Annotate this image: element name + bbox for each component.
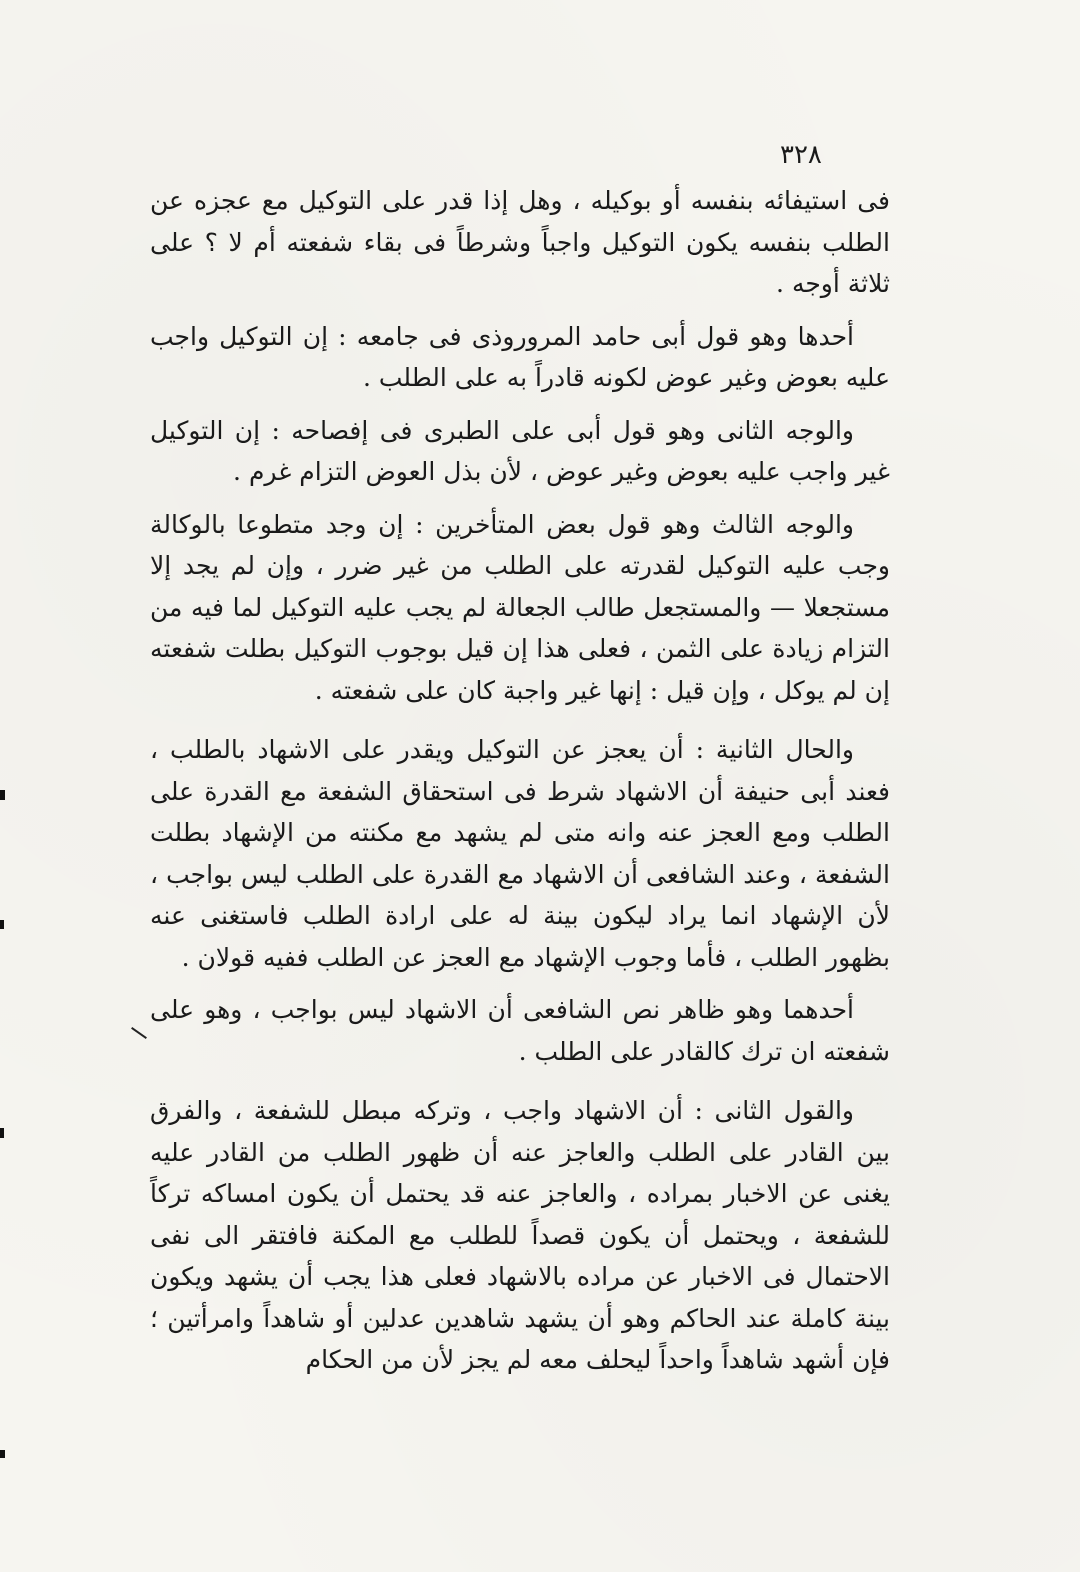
paragraph-2: أحدها وهو قول أبى حامد المروروذى فى جامعه : إن التوكيل واجب عليه بعوض وغير عوض لكونه قادراً به على الطلب . [150, 321, 890, 392]
paragraph-4: والوجه الثالث وهو قول بعض المتأخرين : إن وجد متطوعا بالوكالة وجب عليه التوكيل لقدرته على الطلب من غير ضرر ، وإن لم يجد إلا مستجعلا — والمستجعل طالب الجعالة لم يجب عليه التوكيل لما فيه من التزام زيادة على الثمن ، فعلى هذا إن قيل بوجوب التوكيل بطلت شفعته إن لم يوكل ، وإن قيل : إنها غير واجبة كان على شفعته . [150, 509, 890, 705]
paragraph-3: والوجه الثانى وهو قول أبى على الطبرى فى إفصاحه : إن التوكيل غير واجب عليه بعوض وغير عوض ، لأن بذل العوض التزام غرم . [150, 415, 890, 486]
body-text [150, 180, 890, 1392]
paragraph-6: أحدهما وهو ظاهر نص الشافعى أن الاشهاد ليس بواجب ، وهو على شفعته ان ترك كالقادر على الطلب . [150, 995, 890, 1066]
scan-edge-mark [0, 920, 4, 929]
scan-edge-mark [0, 790, 5, 800]
paragraph-1: فى استيفائه بنفسه أو بوكيله ، وهل إذا قدر على التوكيل مع عجزه عن الطلب بنفسه يكون التوكيل واجباً وشرطاً فى بقاء شفعته أم لا ؟ على ثلاثة أوجه . [150, 186, 890, 298]
page-number: ٣٢٨ [780, 140, 822, 170]
paragraph-7: والقول الثانى : أن الاشهاد واجب ، وتركه مبطل للشفعة ، والفرق بين القادر على الطلب والعاجز عنه أن ظهور الطلب من القادر عليه يغنى عن الاخبار بمراده ، والعاجز عنه قد يحتمل أن يكون امساكه تركاً للشفعة ، ويحتمل أن يكون قصداً للطلب مع المكنة فافتقر الى نفى الاحتمال فى الاخبار عن مراده بالاشهاد فعلى هذا يجب أن يشهد ويكون بينة كاملة عند الحاكم وهو أن يشهد شاهدين عدلين أو شاهداً وامرأتين ؛ فإن أشهد شاهداً واحداً ليحلف معه لم يجز لأن من الحكام [150, 1096, 890, 1374]
margin-pen-stroke [131, 1027, 147, 1039]
scan-edge-mark [0, 1450, 5, 1458]
paragraph-5: والحال الثانية : أن يعجز عن التوكيل ويقدر على الاشهاد بالطلب ، فعند أبى حنيفة أن الاشهاد شرط فى استحقاق الشفعة مع القدرة على الطلب ومع العجز عنه وانه متى لم يشهد مع مكنته من الإشهاد بطلت الشفعة ، وعند الشافعى أن الاشهاد مع القدرة على الطلب ليس بواجب ، لأن الإشهاد انما يراد ليكون بينة له على ارادة الطلب فاستغنى عنه بظهور الطلب ، فأما وجوب الإشهاد مع العجز عن الطلب ففيه قولان . [150, 735, 890, 972]
scan-edge-mark [0, 1128, 4, 1138]
